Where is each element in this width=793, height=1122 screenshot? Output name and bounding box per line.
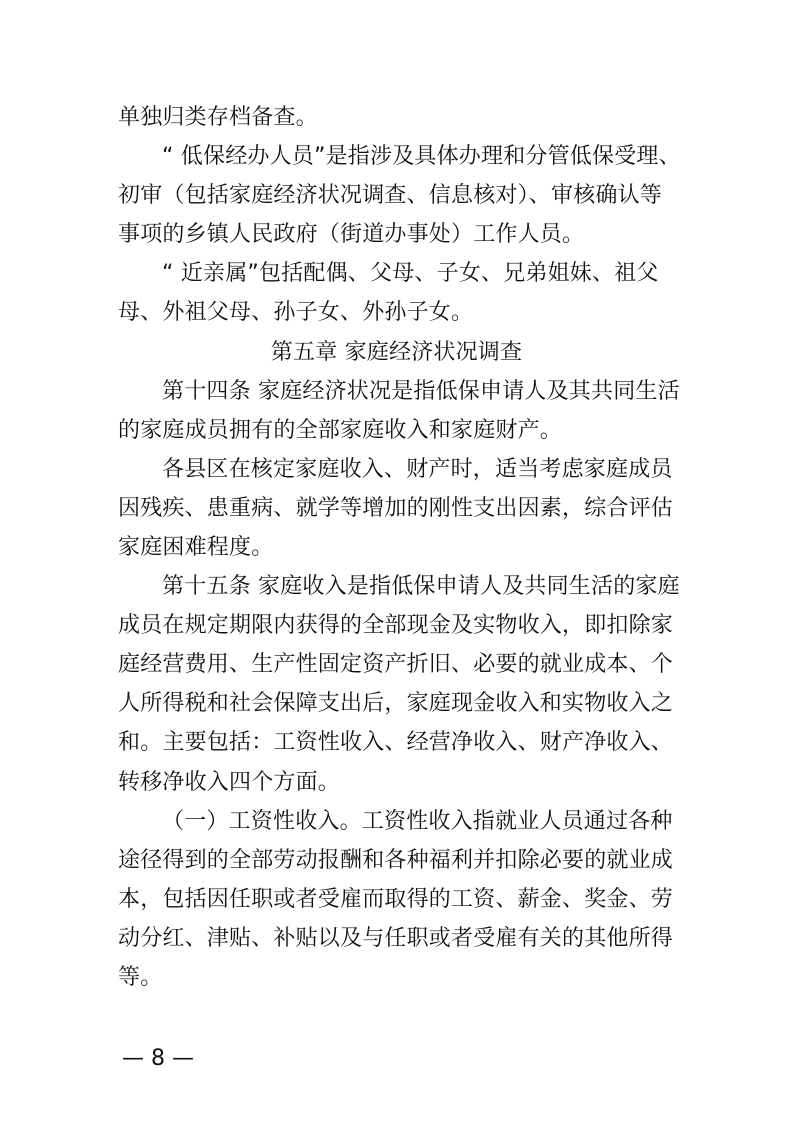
text-line: 人所得税和社会保障支出后，家庭现金收入和实物收入之 bbox=[118, 691, 674, 716]
text-line: 母、外祖父母、孙子女、外孙子女。 bbox=[118, 300, 474, 325]
text-line: （一）工资性收入。工资性收入指就业人员通过各种 bbox=[162, 809, 673, 834]
text-line: 途径得到的全部劳动报酬和各种福利并扣除必要的就业成 bbox=[118, 848, 674, 873]
text-line: 的家庭成员拥有的全部家庭收入和家庭财产。 bbox=[118, 418, 563, 443]
text-line: “ 低保经办人员”是指涉及具体办理和分管低保受理、 bbox=[162, 144, 681, 169]
text-line: 等。 bbox=[118, 965, 163, 990]
text-line: 因残疾、患重病、就学等增加的刚性支出因素，综合评估 bbox=[118, 496, 674, 521]
text-line: “ 近亲属”包括配偶、父母、子女、兄弟姐妹、祖父 bbox=[162, 261, 659, 286]
text-line: 转移净收入四个方面。 bbox=[118, 770, 341, 795]
text-line: 事项的乡镇人民政府（街道办事处）工作人员。 bbox=[118, 222, 585, 247]
text-line: 庭经营费用、生产性固定资产折旧、必要的就业成本、个 bbox=[118, 652, 674, 677]
text-line: 各县区在核定家庭收入、财产时，适当考虑家庭成员 bbox=[162, 457, 673, 482]
article-heading-line: 第十四条 家庭经济状况是指低保申请人及其共同生活 bbox=[162, 379, 680, 404]
text-line: 动分红、津贴、补贴以及与任职或者受雇有关的其他所得 bbox=[118, 926, 674, 951]
text-line: 成员在规定期限内获得的全部现金及实物收入，即扣除家 bbox=[118, 613, 674, 638]
text-line: 本，包括因任职或者受雇而取得的工资、薪金、奖金、劳 bbox=[118, 887, 674, 912]
page-number: — 8 — bbox=[122, 1046, 194, 1071]
text-line: 初审（包括家庭经济状况调查、信息核对）、审核确认等 bbox=[118, 183, 663, 208]
text-line: 单独归类存档备查。 bbox=[118, 105, 318, 130]
text-line: 和。主要包括：工资性收入、经营净收入、财产净收入、 bbox=[118, 730, 674, 755]
chapter-title: 第五章 家庭经济状况调查 bbox=[270, 340, 523, 365]
text-line: 家庭困难程度。 bbox=[118, 535, 274, 560]
article-heading-line: 第十五条 家庭收入是指低保申请人及共同生活的家庭 bbox=[162, 574, 680, 599]
